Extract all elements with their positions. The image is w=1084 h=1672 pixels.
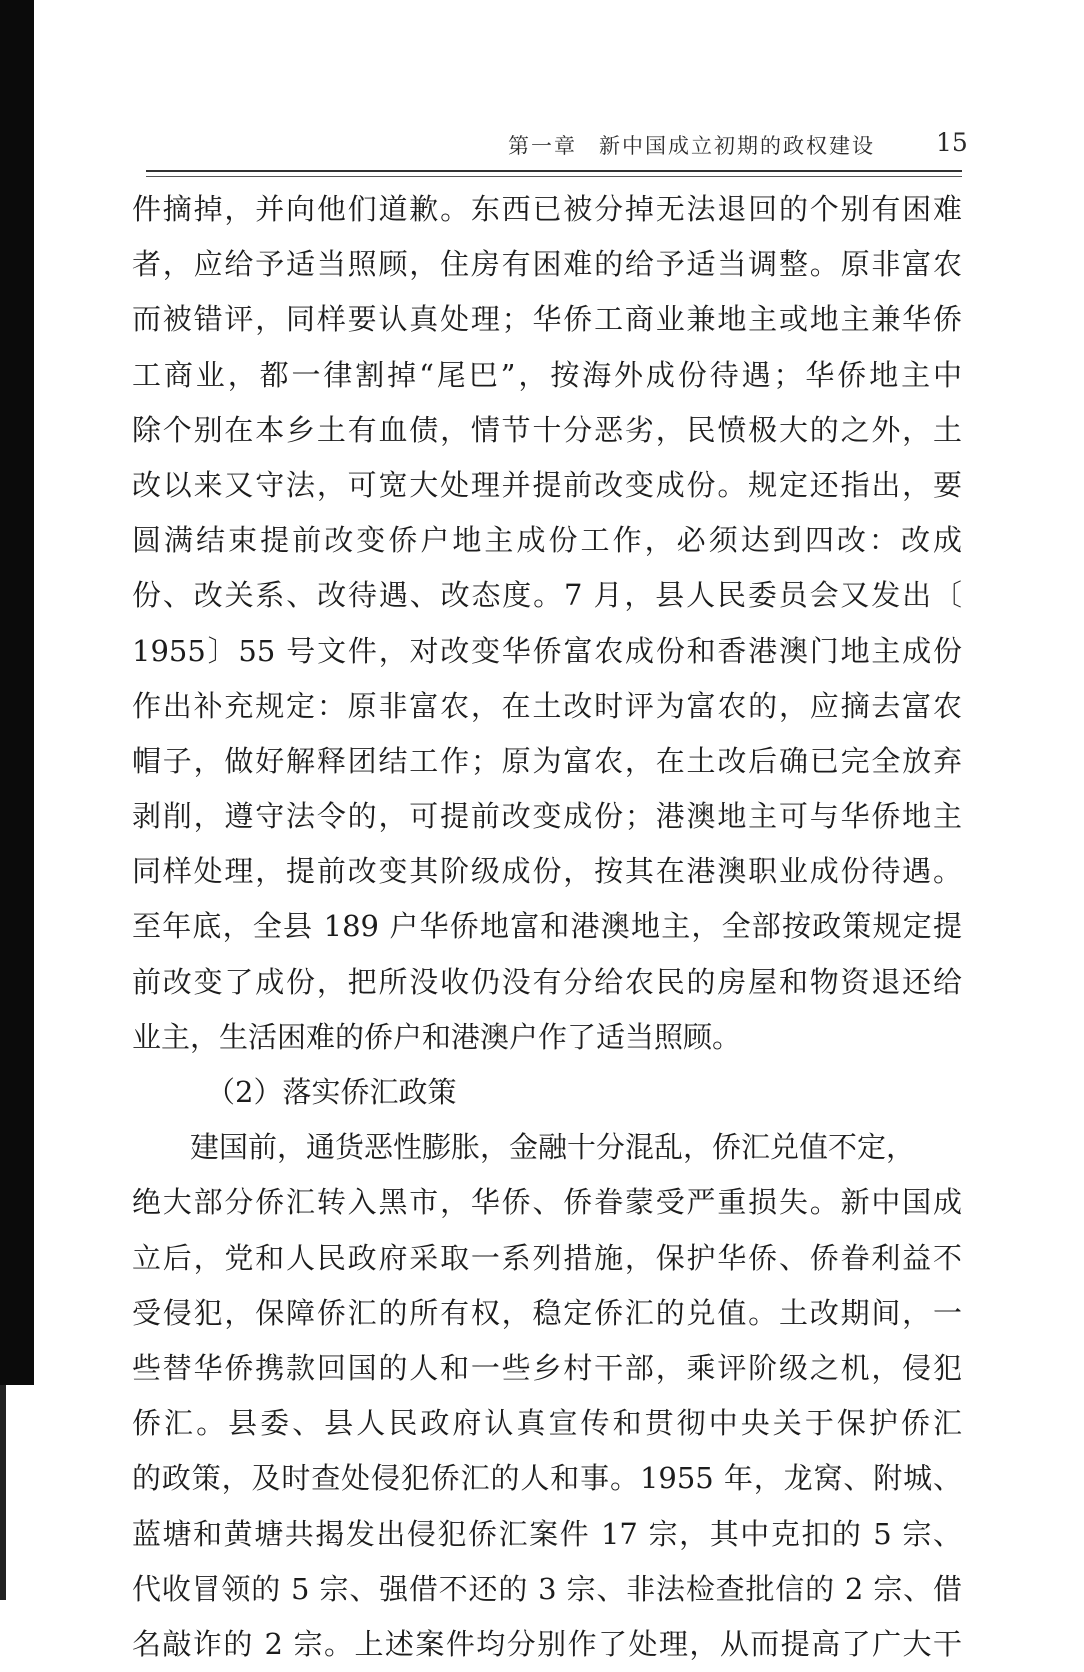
subheading-text: （2）落实侨汇政策 <box>206 1075 457 1109</box>
text-line: 剥削，遵守法令的，可提前改变成份；港澳地主可与华侨地主 <box>132 799 962 834</box>
text-line: 业主，生活困难的侨户和港澳户作了适当照顾。 <box>132 1019 742 1054</box>
text-line: 同样处理，提前改变其阶级成份，按其在港澳职业成份待遇。 <box>132 854 962 889</box>
text-line: 些替华侨携款回国的人和一些乡村干部，乘评阶级之机，侵犯 <box>132 1350 962 1385</box>
text-line: 改以来又守法，可宽大处理并提前改变成份。规定还指出，要 <box>132 467 962 502</box>
text-line: 除个别在本乡土有血债，情节十分恶劣，民愤极大的之外，土 <box>132 412 962 447</box>
text-line: 圆满结束提前改变侨户地主成份工作，必须达到四改：改成 <box>132 523 962 558</box>
page-number: 15 <box>936 128 968 157</box>
paragraph <box>132 182 962 1065</box>
text-line: 立后，党和人民政府采取一系列措施，保护华侨、侨眷利益不 <box>132 1240 962 1275</box>
chapter-label: 第一章 <box>508 134 577 158</box>
text-line: 名敲诈的 2 宗。上述案件均分别作了处理，从而提高了广大干 <box>132 1626 962 1661</box>
text-line: 1955〕55 号文件，对改变华侨富农成份和香港澳门地主成份 <box>132 633 962 668</box>
text-line: 至年底，全县 189 户华侨地富和港澳地主，全部按政策规定提 <box>132 909 962 944</box>
text-line: 工商业，都一律割掉“尾巴”，按海外成份待遇；华侨地主中 <box>132 357 962 392</box>
text-line: 份、改关系、改待遇、改态度。7 月，县人民委员会又发出〔 <box>132 578 962 613</box>
text-line: 者，应给予适当照顾，住房有困难的给予适当调整。原非富农 <box>132 247 962 282</box>
text-line: 蓝塘和黄塘共揭发出侵犯侨汇案件 17 宗，其中克扣的 5 宗、 <box>132 1516 962 1551</box>
text-line: 绝大部分侨汇转入黑市，华侨、侨眷蒙受严重损失。新中国成 <box>132 1185 962 1220</box>
body-text <box>132 182 962 1672</box>
text-line: 前改变了成份，把所没收仍没有分给农民的房屋和物资退还给 <box>132 964 962 999</box>
header-rule <box>146 176 962 177</box>
chapter-title: 新中国成立初期的政权建设 <box>599 134 875 158</box>
paragraph <box>132 1120 962 1672</box>
scan-edge <box>0 1385 6 1600</box>
text-line: 件摘掉，并向他们道歉。东西已被分掉无法退回的个别有困难 <box>132 192 962 226</box>
header-rule <box>146 170 962 172</box>
section-subheading <box>132 1065 962 1120</box>
text-line: 代收冒领的 5 宗、强借不还的 3 宗、非法检查批信的 2 宗、借 <box>132 1571 962 1606</box>
text-line: 的政策，及时查处侵犯侨汇的人和事。1955 年，龙窝、附城、 <box>132 1461 962 1496</box>
text-line: 受侵犯，保障侨汇的所有权，稳定侨汇的兑值。土改期间，一 <box>132 1295 962 1330</box>
text-line: 作出补充规定：原非富农，在土改时评为富农的，应摘去富农 <box>132 688 962 723</box>
text-line: 帽子，做好解释团结工作；原为富农，在土改后确已完全放弃 <box>132 743 962 778</box>
text-line: 建国前，通货恶性膨胀，金融十分混乱，侨汇兑值不定， <box>190 1130 916 1165</box>
text-line: 而被错评，同样要认真处理；华侨工商业兼地主或地主兼华侨 <box>132 302 962 337</box>
text-line: 侨汇。县委、县人民政府认真宣传和贯彻中央关于保护侨汇 <box>132 1406 962 1441</box>
scan-edge <box>0 0 34 1385</box>
running-head <box>508 130 875 160</box>
